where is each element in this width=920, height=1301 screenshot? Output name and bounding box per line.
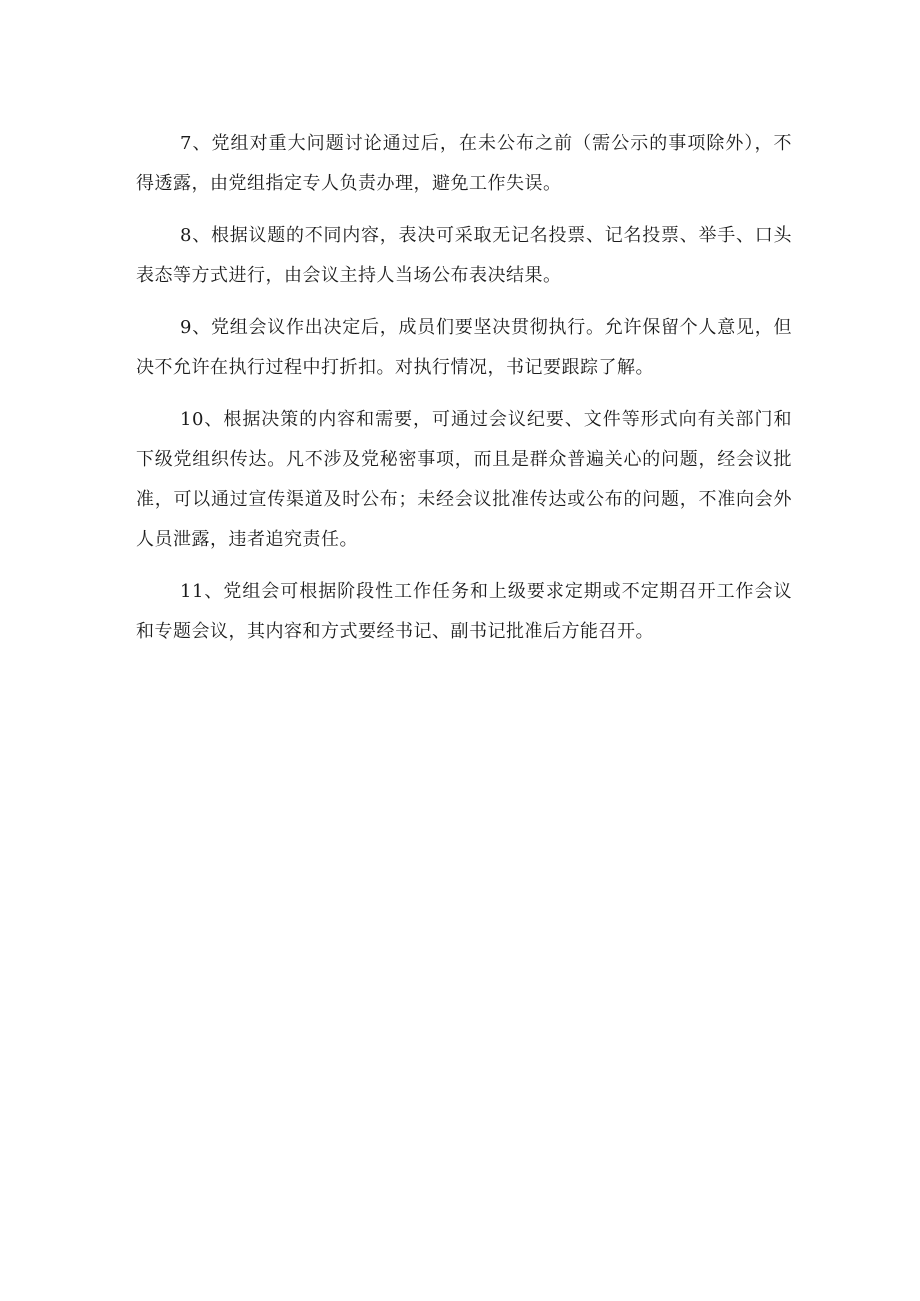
paragraph-11: 11、党组会可根据阶段性工作任务和上级要求定期或不定期召开工作会议和专题会议，其内容和方式要经书记、副书记批准后方能召开。 xyxy=(136,581,792,642)
document-body xyxy=(136,124,792,664)
paragraph-8: 8、根据议题的不同内容，表决可采取无记名投票、记名投票、举手、口头表态等方式进行，由会议主持人当场公布表决结果。 xyxy=(136,225,792,286)
paragraph-10: 10、根据决策的内容和需要，可通过会议纪要、文件等形式向有关部门和下级党组织传达。凡不涉及党秘密事项，而且是群众普遍关心的问题，经会议批准，可以通过宣传渠道及时公布；未经会议批准传达或公布的问题，不准向会外人员泄露，违者追究责任。 xyxy=(136,409,792,550)
paragraph-7: 7、党组对重大问题讨论通过后，在未公布之前（需公示的事项除外），不得透露，由党组指定专人负责办理，避免工作失误。 xyxy=(136,133,792,194)
paragraph-9: 9、党组会议作出决定后，成员们要坚决贯彻执行。允许保留个人意见，但决不允许在执行过程中打折扣。对执行情况，书记要跟踪了解。 xyxy=(136,317,792,378)
